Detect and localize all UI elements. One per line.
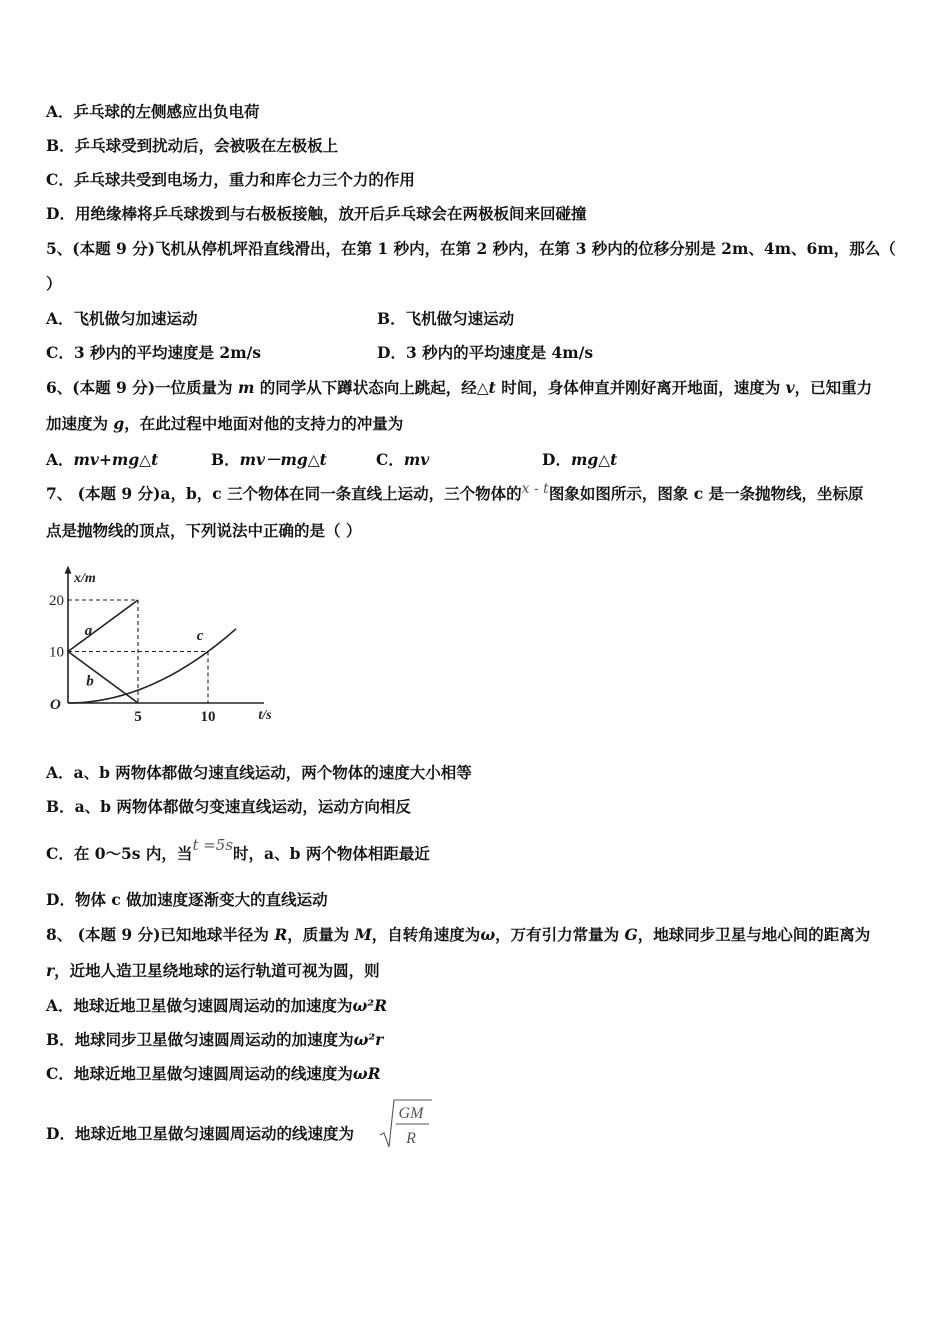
q6-text-3: 时间，身体伸直并刚好离开地面，速度为 (495, 378, 786, 397)
q7-option-b: B．a、b 两物体都做匀变速直线运动，运动方向相反 (46, 797, 411, 816)
q5-option-d: D．3 秒内的平均速度是 4m/s (377, 343, 594, 362)
q5-option-a: A．飞机做匀加速运动 (46, 309, 198, 328)
series-c-label: c (196, 628, 204, 645)
q8-option-b-expr: ω²r (353, 1030, 384, 1049)
q6-stem-line1 (46, 378, 872, 398)
q6-option-a (46, 450, 158, 470)
q8-option-a-expr: ω²R (352, 996, 387, 1015)
q6-option-d (542, 450, 617, 470)
q8-option-a (46, 996, 387, 1016)
q4-option-b: B．乒乓球受到扰动后，会被吸在左极板上 (46, 136, 339, 155)
q8-var-G: G (624, 925, 638, 944)
q6-stem-line2 (46, 414, 403, 434)
q6-option-b-expr: mv－mg△t (239, 450, 327, 469)
series-c-line (68, 629, 236, 703)
q8-option-c (46, 1064, 380, 1084)
y-tick-label: 20 (49, 593, 64, 609)
q8-text-5: ，地球同步卫星与地心间的距离为 (637, 925, 871, 944)
q8-stem-line2 (46, 961, 380, 981)
q8-text-6: ，近地人造卫星绕地球的运行轨道可视为圆，则 (54, 961, 380, 980)
q8-option-c-text: C．地球近地卫星做匀速圆周运动的线速度为 (46, 1064, 353, 1083)
q8-stem-line1 (46, 925, 870, 945)
q7-option-c-text-1: C．在 0～5s 内，当 (46, 844, 193, 863)
q5-options-row2 (46, 343, 906, 363)
q6-option-c (376, 450, 429, 470)
q4-option-a: A．乒乓球的左侧感应出负电荷 (46, 102, 260, 121)
q6-option-d-label: D． (542, 450, 571, 469)
q6-option-c-label: C． (376, 450, 404, 469)
q8-option-d (46, 1124, 354, 1144)
q6-text-5: 加速度为 (46, 414, 114, 433)
q8-var-R: R (274, 925, 288, 944)
q8-text-1: 8、 (本题 9 分)已知地球半径为 (46, 925, 275, 944)
q8-option-c-expr: ωR (352, 1064, 381, 1083)
q8-option-a-text: A．地球近地卫星做匀速圆周运动的加速度为 (46, 996, 353, 1015)
q8-var-r: r (46, 961, 55, 980)
y-tick-label: 10 (49, 644, 64, 661)
q8-text-4: ，万有引力常量为 (495, 925, 625, 944)
q6-option-b (211, 450, 327, 470)
q7-stem-line1 (46, 481, 864, 505)
q8-option-b-text: B．地球同步卫星做匀速圆周运动的加速度为 (46, 1030, 354, 1049)
origin-label: O (50, 697, 61, 713)
q8-option-d-text: D．地球近地卫星做匀速圆周运动的线速度为 (46, 1124, 354, 1143)
q6-text-1: 6、(本题 9 分)一位质量为 (46, 378, 238, 397)
q8-sqrt-numerator: GM (398, 1105, 424, 1122)
q6-text-6: ，在此过程中地面对他的支持力的冲量为 (124, 414, 404, 433)
q8-sqrt-formula (378, 1097, 434, 1151)
xt-graph (40, 555, 272, 730)
q6-text-2: 的同学从下蹲状态向上跳起，经△ (254, 378, 489, 397)
y-axis-label: x/m (74, 570, 96, 586)
q7-xt-symbol: x - t (521, 481, 549, 497)
q5-options-row1 (46, 309, 906, 329)
q8-text-3: ，自转角速度为 (371, 925, 481, 944)
q5-stem-line2: ） (46, 274, 62, 293)
q5-option-b: B．飞机做匀速运动 (377, 309, 515, 328)
q6-var-v: v (785, 378, 795, 397)
x-tick-label: 5 (134, 709, 142, 725)
q6-var-m: m (237, 378, 255, 397)
q4-option-d: D．用绝缘棒将乒乓球拨到与右极板接触，放开后乒乓球会在两极板间来回碰撞 (46, 204, 587, 223)
q5-stem-line1: 5、(本题 9 分)飞机从停机坪沿直线滑出，在第 1 秒内，在第 2 秒内，在第 3 秒内的位移分别是 2m、4m、6m，那么（ (46, 239, 896, 258)
q7-option-d: D．物体 c 做加速度逐渐变大的直线运动 (46, 890, 328, 909)
q6-text-4: ，已知重力 (794, 378, 873, 397)
x-axis-label: t/s (258, 708, 272, 723)
q7-stem-line2: 点是抛物线的顶点，下列说法中正确的是（ ） (46, 521, 362, 540)
series-a-label: a (84, 623, 93, 640)
y-axis-arrow (65, 566, 72, 574)
q7-option-c-text-2: 时，a、b 两个物体相距最近 (233, 844, 430, 863)
q6-option-b-label: B． (211, 450, 240, 469)
series-a-line (68, 600, 138, 652)
q5-option-c: C．3 秒内的平均速度是 2m/s (46, 343, 261, 362)
q8-var-M: M (354, 925, 372, 944)
q7-option-c (46, 836, 430, 864)
x-tick-label: 10 (200, 709, 216, 725)
series-b-label: b (86, 673, 94, 690)
q7-text-2: 图象如图所示，图象 c 是一条抛物线，坐标原 (548, 484, 864, 503)
q6-var-t: t (488, 378, 496, 397)
q8-text-2: ，质量为 (287, 925, 355, 944)
series-b-line (68, 652, 138, 704)
q6-var-g: g (113, 414, 125, 433)
q6-option-a-expr: mv+mg△t (73, 450, 159, 469)
q7-option-a: A．a、b 两物体都做匀速直线运动，两个物体的速度大小相等 (46, 763, 472, 782)
q6-option-c-expr: mv (403, 450, 430, 469)
q8-sqrt-denominator: R (406, 1130, 416, 1147)
q6-option-a-label: A． (46, 450, 74, 469)
q4-option-c: C．乒乓球共受到电场力，重力和库仑力三个力的作用 (46, 170, 415, 189)
q7-option-c-math: t =5s (192, 836, 234, 854)
q8-var-omega: ω (480, 925, 496, 944)
q8-option-b (46, 1030, 383, 1050)
q7-text-1: 7、 (本题 9 分)a，b，c 三个物体在同一条直线上运动，三个物体的 (46, 484, 522, 503)
q6-option-d-expr: mg△t (570, 450, 618, 469)
